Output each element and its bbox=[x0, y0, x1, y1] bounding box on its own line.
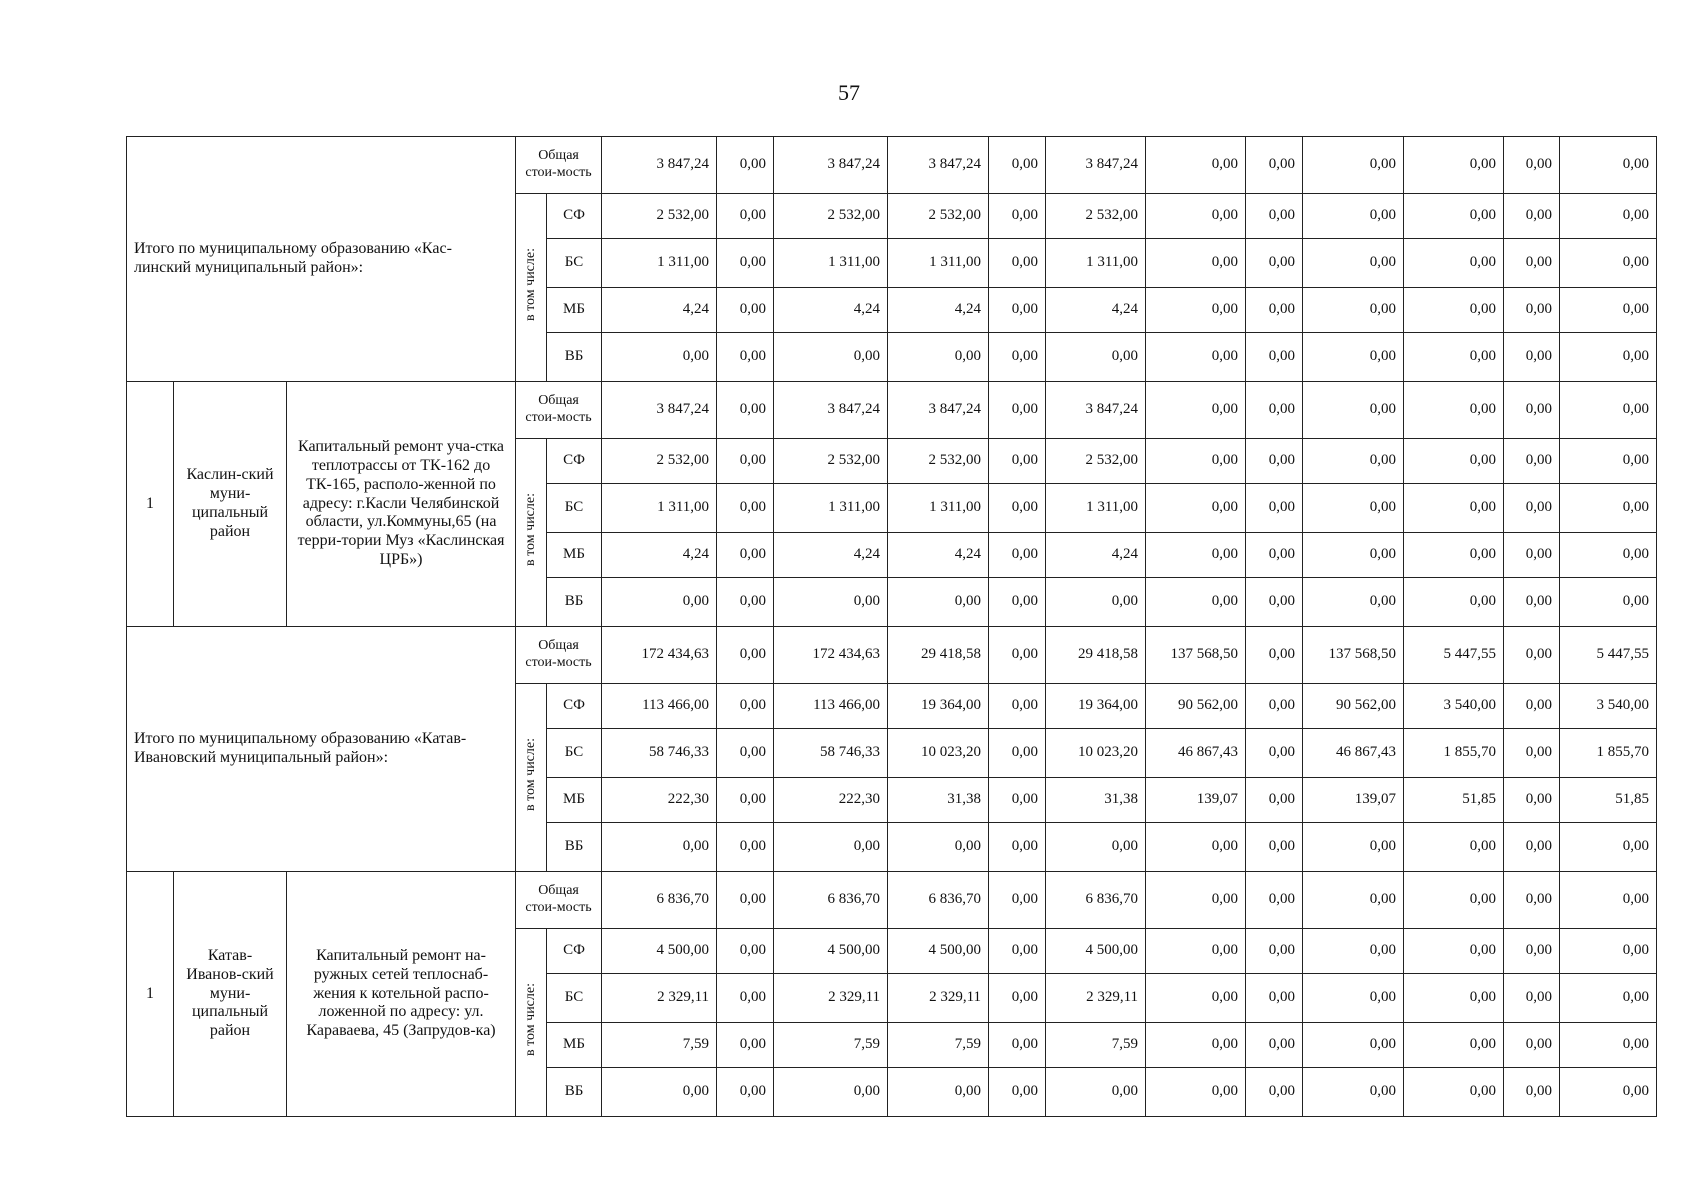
value-cell: 0,00 bbox=[1560, 929, 1657, 974]
value-cell: 0,00 bbox=[1246, 333, 1303, 382]
value-cell: 222,30 bbox=[602, 778, 717, 823]
value-cell: 0,00 bbox=[1560, 1023, 1657, 1068]
table-row bbox=[127, 382, 1657, 439]
value-cell: 2 532,00 bbox=[888, 194, 989, 239]
value-cell: 0,00 bbox=[1146, 1023, 1246, 1068]
value-cell: 0,00 bbox=[1504, 533, 1560, 578]
value-cell: 0,00 bbox=[989, 872, 1046, 929]
value-cell: 19 364,00 bbox=[1046, 684, 1146, 729]
value-cell: 0,00 bbox=[1303, 439, 1404, 484]
value-cell: 0,00 bbox=[1404, 484, 1504, 533]
value-cell: 0,00 bbox=[1504, 627, 1560, 684]
value-cell: 0,00 bbox=[1303, 288, 1404, 333]
value-cell: 0,00 bbox=[717, 1068, 774, 1117]
value-cell: 0,00 bbox=[989, 239, 1046, 288]
value-cell: 4,24 bbox=[602, 288, 717, 333]
value-cell: 6 836,70 bbox=[1046, 872, 1146, 929]
value-cell: 4 500,00 bbox=[602, 929, 717, 974]
value-cell: 0,00 bbox=[1246, 872, 1303, 929]
value-cell: 4,24 bbox=[774, 533, 888, 578]
value-cell: 0,00 bbox=[1504, 1023, 1560, 1068]
value-cell: 2 532,00 bbox=[888, 439, 989, 484]
value-cell: 0,00 bbox=[1146, 1068, 1246, 1117]
value-cell: 0,00 bbox=[888, 823, 989, 872]
value-cell: 0,00 bbox=[1504, 823, 1560, 872]
total-cost-label: Общая стои-мость bbox=[516, 872, 602, 929]
value-cell: 139,07 bbox=[1303, 778, 1404, 823]
funding-source: ВБ bbox=[547, 333, 602, 382]
value-cell: 0,00 bbox=[1146, 974, 1246, 1023]
value-cell: 0,00 bbox=[717, 137, 774, 194]
value-cell: 3 847,24 bbox=[1046, 382, 1146, 439]
value-cell: 7,59 bbox=[1046, 1023, 1146, 1068]
value-cell: 0,00 bbox=[989, 382, 1046, 439]
value-cell: 90 562,00 bbox=[1146, 684, 1246, 729]
total-cost-label: Общая стои-мость bbox=[516, 137, 602, 194]
value-cell: 0,00 bbox=[1246, 778, 1303, 823]
value-cell: 0,00 bbox=[602, 333, 717, 382]
value-cell: 172 434,63 bbox=[602, 627, 717, 684]
value-cell: 0,00 bbox=[717, 929, 774, 974]
value-cell: 0,00 bbox=[989, 484, 1046, 533]
value-cell: 2 532,00 bbox=[602, 439, 717, 484]
value-cell: 4,24 bbox=[1046, 288, 1146, 333]
value-cell: 0,00 bbox=[1303, 1068, 1404, 1117]
value-cell: 0,00 bbox=[1303, 333, 1404, 382]
value-cell: 0,00 bbox=[717, 239, 774, 288]
value-cell: 0,00 bbox=[1146, 533, 1246, 578]
value-cell: 0,00 bbox=[1303, 484, 1404, 533]
value-cell: 6 836,70 bbox=[602, 872, 717, 929]
value-cell: 0,00 bbox=[1046, 823, 1146, 872]
value-cell: 3 540,00 bbox=[1404, 684, 1504, 729]
funding-source: ВБ bbox=[547, 823, 602, 872]
district-name: Катав-Иванов-ский муни-ципальный район bbox=[174, 872, 287, 1117]
value-cell: 51,85 bbox=[1404, 778, 1504, 823]
funding-source: БС bbox=[547, 974, 602, 1023]
value-cell: 0,00 bbox=[1560, 578, 1657, 627]
including-text: в том числе: bbox=[523, 248, 539, 322]
value-cell: 4,24 bbox=[602, 533, 717, 578]
value-cell: 0,00 bbox=[1404, 439, 1504, 484]
value-cell: 1 311,00 bbox=[774, 484, 888, 533]
value-cell: 0,00 bbox=[774, 333, 888, 382]
funding-source: СФ bbox=[547, 684, 602, 729]
value-cell: 0,00 bbox=[1504, 194, 1560, 239]
value-cell: 0,00 bbox=[1504, 288, 1560, 333]
value-cell: 0,00 bbox=[1504, 929, 1560, 974]
district-name: Каслин-ский муни-ципальный район bbox=[174, 382, 287, 627]
value-cell: 0,00 bbox=[1504, 439, 1560, 484]
value-cell: 2 329,11 bbox=[888, 974, 989, 1023]
value-cell: 3 847,24 bbox=[602, 137, 717, 194]
value-cell: 0,00 bbox=[717, 627, 774, 684]
value-cell: 0,00 bbox=[1303, 194, 1404, 239]
funding-source: СФ bbox=[547, 194, 602, 239]
including-text: в том числе: bbox=[523, 493, 539, 567]
value-cell: 0,00 bbox=[989, 194, 1046, 239]
value-cell: 0,00 bbox=[989, 778, 1046, 823]
value-cell: 0,00 bbox=[1146, 137, 1246, 194]
funding-source: БС bbox=[547, 729, 602, 778]
value-cell: 0,00 bbox=[1246, 288, 1303, 333]
value-cell: 29 418,58 bbox=[1046, 627, 1146, 684]
value-cell: 0,00 bbox=[989, 974, 1046, 1023]
value-cell: 0,00 bbox=[1146, 872, 1246, 929]
value-cell: 0,00 bbox=[717, 533, 774, 578]
value-cell: 0,00 bbox=[1560, 1068, 1657, 1117]
funding-source: МБ bbox=[547, 1023, 602, 1068]
value-cell: 0,00 bbox=[1404, 382, 1504, 439]
value-cell: 0,00 bbox=[888, 578, 989, 627]
funding-source: МБ bbox=[547, 288, 602, 333]
value-cell: 0,00 bbox=[717, 778, 774, 823]
value-cell: 4,24 bbox=[1046, 533, 1146, 578]
value-cell: 0,00 bbox=[989, 684, 1046, 729]
value-cell: 3 847,24 bbox=[888, 382, 989, 439]
value-cell: 0,00 bbox=[1303, 823, 1404, 872]
value-cell: 0,00 bbox=[717, 729, 774, 778]
value-cell: 0,00 bbox=[1246, 684, 1303, 729]
value-cell: 2 532,00 bbox=[774, 194, 888, 239]
including-label bbox=[516, 439, 547, 627]
value-cell: 1 855,70 bbox=[1404, 729, 1504, 778]
value-cell: 0,00 bbox=[1504, 484, 1560, 533]
value-cell: 0,00 bbox=[1303, 974, 1404, 1023]
value-cell: 0,00 bbox=[1504, 872, 1560, 929]
value-cell: 0,00 bbox=[1303, 239, 1404, 288]
funding-source: ВБ bbox=[547, 1068, 602, 1117]
total-cost-label: Общая стои-мость bbox=[516, 382, 602, 439]
value-cell: 0,00 bbox=[717, 439, 774, 484]
value-cell: 2 532,00 bbox=[602, 194, 717, 239]
value-cell: 139,07 bbox=[1146, 778, 1246, 823]
value-cell: 0,00 bbox=[1146, 439, 1246, 484]
value-cell: 0,00 bbox=[1146, 823, 1246, 872]
value-cell: 0,00 bbox=[1560, 288, 1657, 333]
value-cell: 4,24 bbox=[774, 288, 888, 333]
value-cell: 0,00 bbox=[1246, 484, 1303, 533]
item-number: 1 bbox=[127, 382, 174, 627]
value-cell: 29 418,58 bbox=[888, 627, 989, 684]
value-cell: 0,00 bbox=[1560, 194, 1657, 239]
object-description: Капитальный ремонт на-ружных сетей теплоснаб-жения к котельной распо-ложенной по адресу: ул. Караваева, 45 (Запрудов-ка) bbox=[287, 872, 516, 1117]
value-cell: 0,00 bbox=[1303, 1023, 1404, 1068]
value-cell: 0,00 bbox=[717, 382, 774, 439]
value-cell: 0,00 bbox=[717, 484, 774, 533]
value-cell: 51,85 bbox=[1560, 778, 1657, 823]
value-cell: 0,00 bbox=[1504, 578, 1560, 627]
value-cell: 0,00 bbox=[989, 1068, 1046, 1117]
value-cell: 46 867,43 bbox=[1146, 729, 1246, 778]
value-cell: 0,00 bbox=[989, 137, 1046, 194]
object-description: Капитальный ремонт уча-стка теплотрассы от ТК-162 до ТК-165, располо-женной по адресу: г.Касли Челябинской области, ул.Коммуны,65 (на терри-тории Муз «Каслинская ЦРБ») bbox=[287, 382, 516, 627]
value-cell: 0,00 bbox=[1504, 974, 1560, 1023]
value-cell: 0,00 bbox=[1504, 382, 1560, 439]
value-cell: 0,00 bbox=[1504, 778, 1560, 823]
funding-source: СФ bbox=[547, 929, 602, 974]
value-cell: 5 447,55 bbox=[1560, 627, 1657, 684]
value-cell: 3 847,24 bbox=[774, 382, 888, 439]
value-cell: 0,00 bbox=[1246, 194, 1303, 239]
value-cell: 0,00 bbox=[717, 288, 774, 333]
value-cell: 4 500,00 bbox=[1046, 929, 1146, 974]
value-cell: 2 532,00 bbox=[774, 439, 888, 484]
value-cell: 31,38 bbox=[888, 778, 989, 823]
value-cell: 0,00 bbox=[1404, 137, 1504, 194]
value-cell: 0,00 bbox=[1404, 533, 1504, 578]
value-cell: 0,00 bbox=[1246, 439, 1303, 484]
value-cell: 0,00 bbox=[1404, 1068, 1504, 1117]
value-cell: 0,00 bbox=[1146, 929, 1246, 974]
value-cell: 0,00 bbox=[1560, 333, 1657, 382]
value-cell: 0,00 bbox=[1246, 974, 1303, 1023]
value-cell: 0,00 bbox=[989, 729, 1046, 778]
page-number: 57 bbox=[838, 80, 860, 105]
value-cell: 0,00 bbox=[774, 823, 888, 872]
value-cell: 0,00 bbox=[1246, 729, 1303, 778]
value-cell: 6 836,70 bbox=[774, 872, 888, 929]
value-cell: 0,00 bbox=[1303, 872, 1404, 929]
value-cell: 46 867,43 bbox=[1303, 729, 1404, 778]
value-cell: 0,00 bbox=[1404, 823, 1504, 872]
including-text: в том числе: bbox=[523, 983, 539, 1057]
value-cell: 0,00 bbox=[1303, 382, 1404, 439]
value-cell: 137 568,50 bbox=[1146, 627, 1246, 684]
value-cell: 0,00 bbox=[1303, 533, 1404, 578]
item-number: 1 bbox=[127, 872, 174, 1117]
table-row bbox=[127, 627, 1657, 684]
value-cell: 0,00 bbox=[1146, 239, 1246, 288]
value-cell: 0,00 bbox=[1504, 684, 1560, 729]
including-label bbox=[516, 929, 547, 1117]
value-cell: 0,00 bbox=[717, 872, 774, 929]
including-text: в том числе: bbox=[523, 738, 539, 812]
value-cell: 3 847,24 bbox=[1046, 137, 1146, 194]
value-cell: 0,00 bbox=[1246, 627, 1303, 684]
value-cell: 90 562,00 bbox=[1303, 684, 1404, 729]
value-cell: 0,00 bbox=[888, 333, 989, 382]
total-title: Итого по муниципальному образованию «Катав-Ивановский муниципальный район»: bbox=[127, 627, 516, 872]
value-cell: 10 023,20 bbox=[888, 729, 989, 778]
value-cell: 1 311,00 bbox=[774, 239, 888, 288]
value-cell: 0,00 bbox=[989, 578, 1046, 627]
value-cell: 0,00 bbox=[602, 1068, 717, 1117]
value-cell: 0,00 bbox=[717, 684, 774, 729]
value-cell: 0,00 bbox=[1504, 1068, 1560, 1117]
value-cell: 2 329,11 bbox=[602, 974, 717, 1023]
value-cell: 0,00 bbox=[1046, 333, 1146, 382]
value-cell: 137 568,50 bbox=[1303, 627, 1404, 684]
funding-source: МБ bbox=[547, 778, 602, 823]
value-cell: 3 847,24 bbox=[774, 137, 888, 194]
value-cell: 58 746,33 bbox=[602, 729, 717, 778]
value-cell: 0,00 bbox=[1146, 333, 1246, 382]
value-cell: 0,00 bbox=[1246, 137, 1303, 194]
value-cell: 0,00 bbox=[1246, 239, 1303, 288]
value-cell: 0,00 bbox=[1303, 137, 1404, 194]
value-cell: 7,59 bbox=[774, 1023, 888, 1068]
value-cell: 0,00 bbox=[1560, 382, 1657, 439]
including-label bbox=[516, 194, 547, 382]
value-cell: 1 311,00 bbox=[602, 239, 717, 288]
table-row bbox=[127, 137, 1657, 194]
value-cell: 0,00 bbox=[1560, 823, 1657, 872]
value-cell: 0,00 bbox=[717, 333, 774, 382]
value-cell: 0,00 bbox=[989, 823, 1046, 872]
value-cell: 19 364,00 bbox=[888, 684, 989, 729]
value-cell: 113 466,00 bbox=[602, 684, 717, 729]
value-cell: 0,00 bbox=[1303, 578, 1404, 627]
value-cell: 0,00 bbox=[717, 578, 774, 627]
value-cell: 1 311,00 bbox=[888, 239, 989, 288]
value-cell: 0,00 bbox=[1504, 239, 1560, 288]
value-cell: 113 466,00 bbox=[774, 684, 888, 729]
value-cell: 7,59 bbox=[888, 1023, 989, 1068]
value-cell: 0,00 bbox=[717, 974, 774, 1023]
value-cell: 0,00 bbox=[989, 1023, 1046, 1068]
value-cell: 4 500,00 bbox=[888, 929, 989, 974]
value-cell: 0,00 bbox=[1404, 194, 1504, 239]
funding-source: БС bbox=[547, 484, 602, 533]
value-cell: 0,00 bbox=[602, 578, 717, 627]
value-cell: 0,00 bbox=[989, 333, 1046, 382]
value-cell: 1 311,00 bbox=[888, 484, 989, 533]
value-cell: 0,00 bbox=[1246, 382, 1303, 439]
value-cell: 0,00 bbox=[602, 823, 717, 872]
value-cell: 0,00 bbox=[717, 823, 774, 872]
value-cell: 0,00 bbox=[1246, 929, 1303, 974]
value-cell: 222,30 bbox=[774, 778, 888, 823]
value-cell: 2 329,11 bbox=[1046, 974, 1146, 1023]
value-cell: 3 847,24 bbox=[888, 137, 989, 194]
value-cell: 1 311,00 bbox=[1046, 239, 1146, 288]
value-cell: 0,00 bbox=[717, 194, 774, 239]
value-cell: 0,00 bbox=[1404, 1023, 1504, 1068]
value-cell: 0,00 bbox=[1246, 823, 1303, 872]
including-label bbox=[516, 684, 547, 872]
value-cell: 4,24 bbox=[888, 288, 989, 333]
value-cell: 7,59 bbox=[602, 1023, 717, 1068]
value-cell: 0,00 bbox=[1560, 484, 1657, 533]
value-cell: 0,00 bbox=[1246, 1023, 1303, 1068]
funding-source: МБ bbox=[547, 533, 602, 578]
value-cell: 0,00 bbox=[1146, 484, 1246, 533]
value-cell: 0,00 bbox=[1404, 929, 1504, 974]
value-cell: 58 746,33 bbox=[774, 729, 888, 778]
value-cell: 0,00 bbox=[888, 1068, 989, 1117]
value-cell: 0,00 bbox=[1404, 288, 1504, 333]
value-cell: 172 434,63 bbox=[774, 627, 888, 684]
value-cell: 0,00 bbox=[1146, 382, 1246, 439]
value-cell: 0,00 bbox=[1560, 239, 1657, 288]
total-title: Итого по муниципальному образованию «Кас-линский муниципальный район»: bbox=[127, 137, 516, 382]
value-cell: 2 532,00 bbox=[1046, 439, 1146, 484]
value-cell: 0,00 bbox=[1560, 974, 1657, 1023]
value-cell: 0,00 bbox=[1246, 578, 1303, 627]
value-cell: 0,00 bbox=[1046, 578, 1146, 627]
value-cell: 0,00 bbox=[989, 533, 1046, 578]
value-cell: 0,00 bbox=[1560, 872, 1657, 929]
value-cell: 4,24 bbox=[888, 533, 989, 578]
value-cell: 0,00 bbox=[717, 1023, 774, 1068]
value-cell: 0,00 bbox=[989, 627, 1046, 684]
value-cell: 5 447,55 bbox=[1404, 627, 1504, 684]
value-cell: 6 836,70 bbox=[888, 872, 989, 929]
value-cell: 0,00 bbox=[1246, 1068, 1303, 1117]
value-cell: 1 311,00 bbox=[602, 484, 717, 533]
value-cell: 0,00 bbox=[1404, 578, 1504, 627]
value-cell: 0,00 bbox=[1146, 194, 1246, 239]
value-cell: 0,00 bbox=[1504, 729, 1560, 778]
value-cell: 0,00 bbox=[774, 578, 888, 627]
value-cell: 0,00 bbox=[989, 929, 1046, 974]
value-cell: 0,00 bbox=[1303, 929, 1404, 974]
value-cell: 3 540,00 bbox=[1560, 684, 1657, 729]
value-cell: 0,00 bbox=[1404, 872, 1504, 929]
value-cell: 0,00 bbox=[774, 1068, 888, 1117]
value-cell: 0,00 bbox=[1146, 578, 1246, 627]
value-cell: 0,00 bbox=[1046, 1068, 1146, 1117]
funding-source: СФ bbox=[547, 439, 602, 484]
value-cell: 0,00 bbox=[1246, 533, 1303, 578]
value-cell: 1 311,00 bbox=[1046, 484, 1146, 533]
value-cell: 0,00 bbox=[1560, 137, 1657, 194]
value-cell: 2 532,00 bbox=[1046, 194, 1146, 239]
total-cost-label: Общая стои-мость bbox=[516, 627, 602, 684]
value-cell: 0,00 bbox=[1504, 333, 1560, 382]
value-cell: 0,00 bbox=[1146, 288, 1246, 333]
value-cell: 31,38 bbox=[1046, 778, 1146, 823]
table-row bbox=[127, 872, 1657, 929]
funding-source: БС bbox=[547, 239, 602, 288]
value-cell: 0,00 bbox=[1560, 439, 1657, 484]
value-cell: 3 847,24 bbox=[602, 382, 717, 439]
value-cell: 0,00 bbox=[989, 439, 1046, 484]
value-cell: 4 500,00 bbox=[774, 929, 888, 974]
value-cell: 0,00 bbox=[1560, 533, 1657, 578]
value-cell: 1 855,70 bbox=[1560, 729, 1657, 778]
budget-table bbox=[126, 136, 1657, 1117]
value-cell: 2 329,11 bbox=[774, 974, 888, 1023]
value-cell: 0,00 bbox=[1404, 974, 1504, 1023]
value-cell: 10 023,20 bbox=[1046, 729, 1146, 778]
value-cell: 0,00 bbox=[1504, 137, 1560, 194]
funding-source: ВБ bbox=[547, 578, 602, 627]
value-cell: 0,00 bbox=[989, 288, 1046, 333]
value-cell: 0,00 bbox=[1404, 333, 1504, 382]
value-cell: 0,00 bbox=[1404, 239, 1504, 288]
